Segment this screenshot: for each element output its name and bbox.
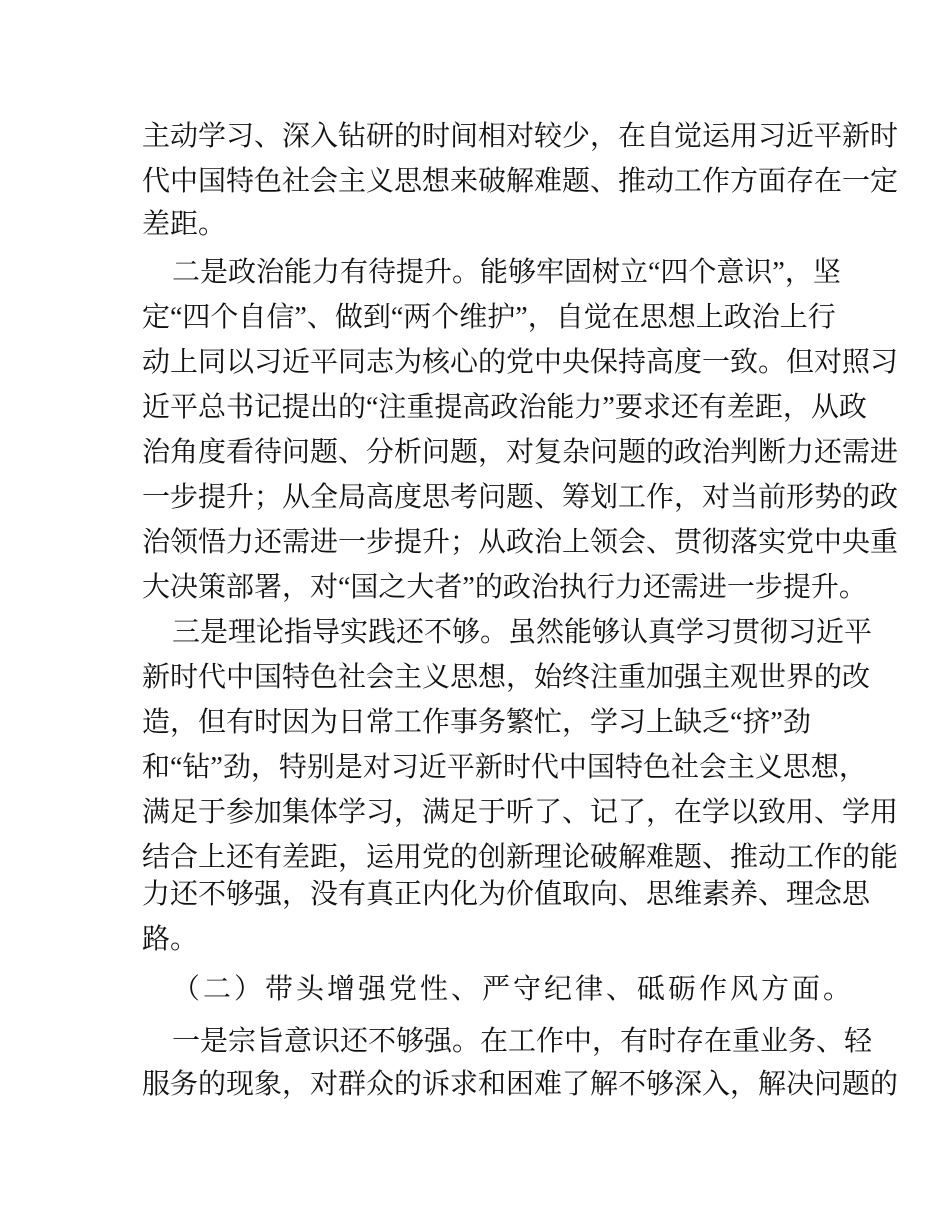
paragraph-line: 治角度看待问题、分析问题，对复杂问题的政治判断力还需进 — [142, 437, 899, 468]
paragraph-line: 一步提升；从全局高度思考问题、筹划工作，对当前形势的政 — [142, 482, 899, 513]
paragraph-line: 新时代中国特色社会主义思想，始终注重加强主观世界的改 — [142, 662, 871, 693]
paragraph-line: 主动学习、深入钻研的时间相对较少，在自觉运用习近平新时 — [142, 121, 899, 152]
paragraph-line: 差距。 — [142, 209, 227, 240]
paragraph-line: 力还不够强，没有真正内化为价值取向、思维素养、理念思 — [142, 879, 871, 910]
paragraph-line: 路。 — [142, 924, 199, 955]
paragraph-line: 大决策部署，对“国之大者”的政治执行力还需进一步提升。 — [142, 572, 867, 603]
paragraph-line: 结合上还有差距，运用党的创新理论破解难题、推动工作的能 — [142, 842, 899, 873]
paragraph-line: 造，但有时因为日常工作事务繁忙，学习上缺乏“挤”劲 — [142, 707, 811, 738]
paragraph-line: 代中国特色社会主义思想来破解难题、推动工作方面存在一定 — [142, 166, 899, 197]
paragraph-line: 治领悟力还需进一步提升；从政治上领会、贯彻落实党中央重 — [142, 527, 899, 558]
paragraph-line: 服务的现象，对群众的诉求和困难了解不够深入，解决问题的 — [142, 1069, 899, 1100]
paragraph-line: 和“钻”劲，特别是对习近平新时代中国特色社会主义思想， — [142, 752, 867, 783]
paragraph-line: 动上同以习近平同志为核心的党中央保持高度一致。但对照习 — [142, 347, 899, 378]
paragraph-line: 满足于参加集体学习，满足于听了、记了，在学以致用、学用 — [142, 797, 899, 828]
paragraph-line: 近平总书记提出的“注重提高政治能力”要求还有差距，从政 — [142, 392, 867, 423]
paragraph-line: 二是政治能力有待提升。能够牢固树立“四个意识”，坚 — [172, 257, 841, 288]
paragraph-line: 一是宗旨意识还不够强。在工作中，有时存在重业务、轻 — [172, 1026, 873, 1057]
paragraph-line: 定“四个自信”、做到“两个维护”，自觉在思想上政治上行 — [142, 302, 836, 333]
paragraph-line: 三是理论指导实践还不够。虽然能够认真学习贯彻习近平 — [172, 617, 873, 648]
section-heading: （二）带头增强党性、严守纪律、砥砺作风方面。 — [172, 974, 855, 1005]
